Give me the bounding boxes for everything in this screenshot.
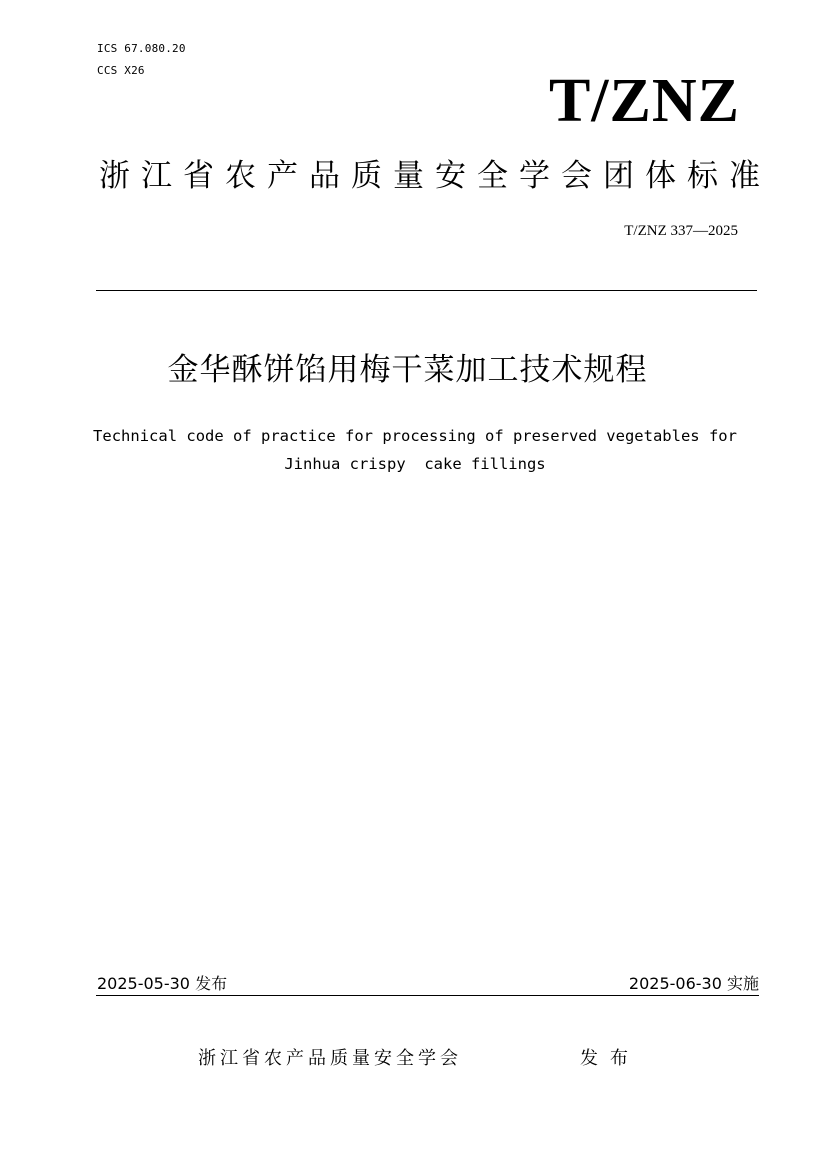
organization-standard-heading: 浙江省农产品质量安全学会团体标准 bbox=[99, 158, 771, 194]
implementation-date: 2025-06-30 实施 bbox=[628, 974, 759, 993]
document-title-english-line2: Jinhua crispy cake fillings bbox=[284, 455, 546, 473]
ccs-code: CCS X26 bbox=[97, 64, 145, 77]
publish-label: 发布 bbox=[580, 1048, 640, 1069]
standard-logo: T/ZNZ bbox=[548, 67, 740, 135]
issue-date: 2025-05-30 发布 bbox=[97, 974, 228, 993]
ics-code: ICS 67.080.20 bbox=[97, 42, 186, 55]
publisher-name: 浙江省农产品质量安全学会 bbox=[198, 1048, 462, 1069]
document-title-english-line1: Technical code of practice for processing of preserved vegetables for bbox=[93, 427, 737, 445]
bottom-divider bbox=[96, 995, 759, 996]
standard-number: T/ZNZ 337—2025 bbox=[624, 223, 738, 239]
top-divider bbox=[96, 290, 757, 291]
document-title-chinese: 金华酥饼馅用梅干菜加工技术规程 bbox=[167, 352, 648, 388]
